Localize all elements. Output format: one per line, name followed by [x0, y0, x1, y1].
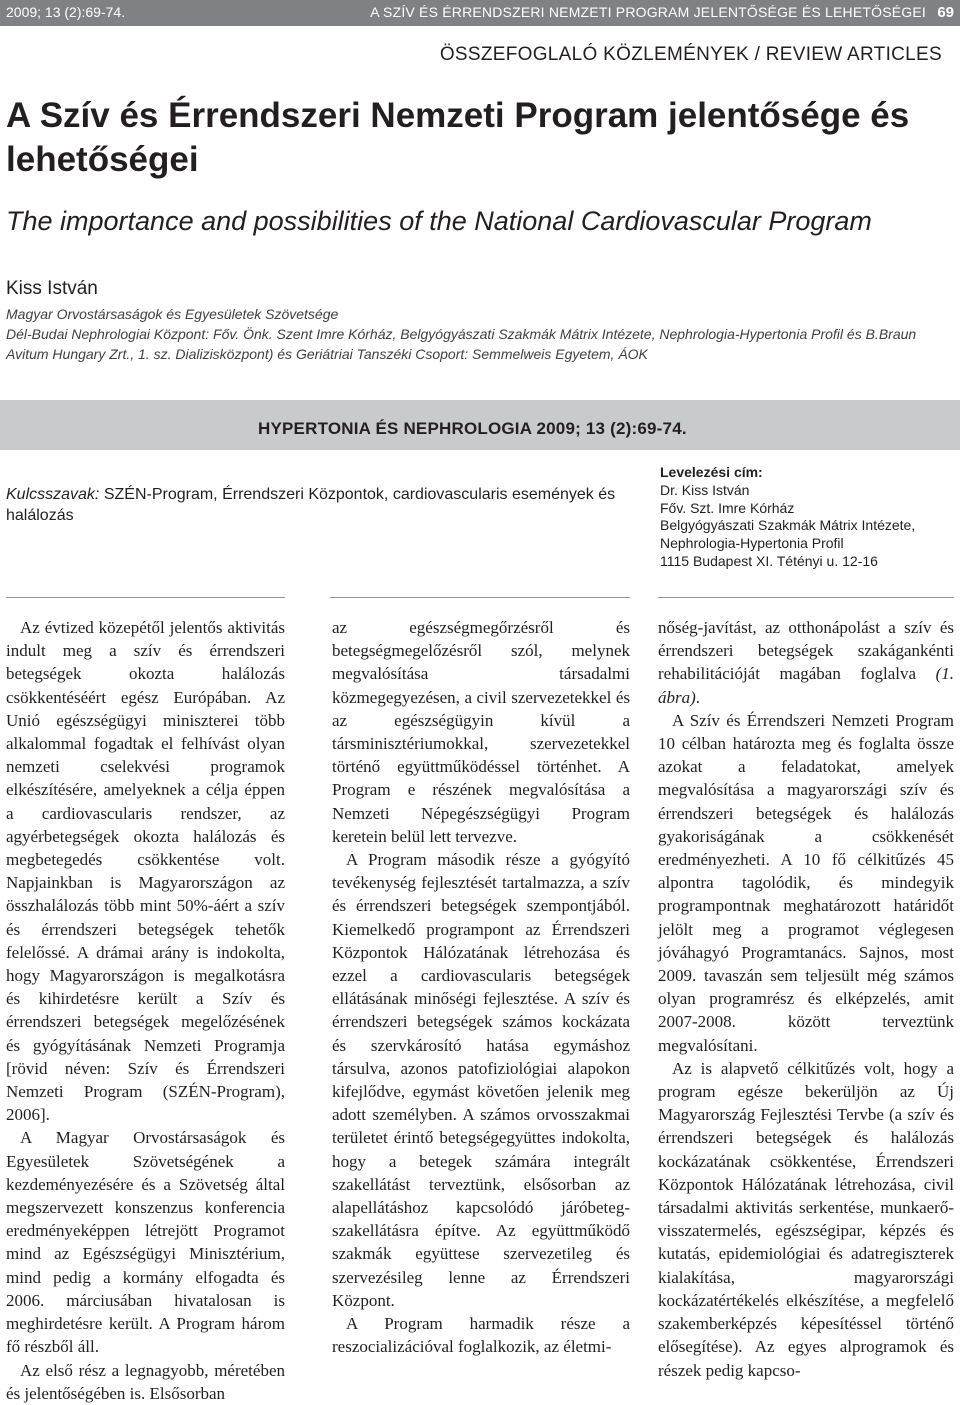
section-label: ÖSSZEFOGLALÓ KÖZLEMÉNYEK / REVIEW ARTICLES: [439, 44, 942, 65]
body-column: [6, 616, 285, 1405]
journal-citation: HYPERTONIA ÉS NEPHROLOGIA 2009; 13 (2):69-74.: [258, 419, 687, 438]
affiliation: Dél-Budai Nephrologiai Központ: Főv. Önk. Szent Imre Kórház, Belgyógyászati Szakmák Mátrix Intézete, Nephrologia-Hypertonia Profil és B.Braun Avitum Hungary Zrt., 1. sz. Dializisközpont) és Geriátriai Tanszéki Csoport: Semmelweis Egyetem, ÁOK: [6, 326, 917, 362]
journal-reference: 2009; 13 (2):69-74.: [6, 4, 126, 20]
column-divider: [6, 597, 285, 598]
keywords-text: SZÉN-Program, Érrendszeri Központok, cardiovascularis események és halálozás: [6, 486, 616, 524]
correspondence-line: Főv. Szt. Imre Kórház: [660, 499, 795, 516]
text-run: .: [695, 687, 701, 707]
paragraph: A Magyar Orvostársaságok és Egyesületek Szövetségének a kezdeményezésére és a Szövetség által megszervezett konszenzus konferencia eredményeképpen létrejött Programot mind az Egészségügyi Minisztérium, mind pedig a kormány elfogadta és 2006. márciusában hivatalosan is meghirdetésre került. A Program három fő részből áll.: [6, 1128, 285, 1357]
article-title: A Szív és Érrendszeri Nemzeti Program jelentősége és lehetőségei: [6, 96, 910, 179]
body-column: [658, 616, 954, 1382]
paragraph: Az első rész a legnagyobb, méretében és jelentőségében is. Elsősorban: [6, 1360, 285, 1403]
paragraph: A Program harmadik része a reszocializációval foglalkozik, az életmi-: [332, 1314, 630, 1357]
page-number: 69: [937, 4, 954, 21]
body-column: [332, 616, 630, 1359]
paragraph: Az is alapvető célkitűzés volt, hogy a program egésze bekerüljön az Új Magyarország Fejlesztési Tervbe (a szív és érrendszeri betegségek és halálozás kockázatának csökkentése, Érrendszeri Központok Hálózatának létrehozása, civil társadalmi aktivitás serkentése, munkaerő-visszatermelés, egészségipar, képzés és kutatás, epidemiológiai és adatregiszterek kialakítása, magyarországi kockázatértékelés elkészítése, a megfelelő szakemberképzés képesítéssel történő elősegítése). Az egyes alprogramok és részek pedig kapcso-: [658, 1058, 954, 1380]
author-name: Kiss István: [6, 278, 98, 299]
correspondence-address: [660, 464, 956, 571]
column-divider: [330, 597, 630, 598]
paragraph: A Szív és Érrendszeri Nemzeti Program 10 célban határozta meg és foglalta össze azokat a feladatokat, amelyek megvalósítása a magyarországi szív és érrendszeri betegségek és halálozás gyakoriságának a csökkenését eredményezheti. A 10 fő célkitűzés 45 alpontra tagolódik, és mindegyik programpontnak meghatározott határidőt jelölt meg a programot véglegesen jóváhagyó Programtanács. Sajnos, most 2009. tavaszán sem teljesült még számos olyan programrész és elképzelés, amit 2007-2008. között terveztünk megvalósítani.: [658, 710, 954, 1055]
correspondence-line: Belgyógyászati Szakmák Mátrix Intézete,: [660, 517, 916, 534]
affiliation: Magyar Orvostársaságok és Egyesületek Szövetsége: [6, 306, 339, 322]
paragraph: A Program második része a gyógyító tevékenység fejlesztését tartalmazza, a szív és érrendszeri betegségek szempontjából. Kiemelkedő programpont az Érrendszeri Központok Hálózatának létrehozása és ezzel a cardiovascularis betegségek ellátásának minőségi fejlesztése. A szív és érrendszeri betegségek számos kockázata és szervkárosító hatása egymáshoz társulva, azonos patofiziológiai alapokon kifejlődve, egymást követően jelenik meg adott személyben. A számos orvosszakmai területet érintő betegségegyüttes indokolta, hogy a betegek számára integrált szakellátást terveztünk, elsősorban az alapellátáshoz kapcsolódó járóbeteg-szakellátásra építve. Az együttműködő szakmák együttese szervezetileg és szervezésileg lenne az Érrendszeri Központ.: [332, 850, 630, 1310]
correspondence-title: Levelezési cím:: [660, 464, 763, 480]
correspondence-line: Dr. Kiss István: [660, 481, 750, 498]
paragraph: Az évtized közepétől jelentős aktivitás indult meg a szív és érrendszeri betegségek okozta halálozás csökkentéséért egész Európában. Az Unió egészségügyi miniszterei több alkalommal fogadtak el felhívást olyan nemzeti cselekvési programok elkészítésére, amelyeknek a célja éppen a cardiovascularis rendszer, az agyérbetegségek okozta halálozás és megbetegedés csökkentése volt. Napjainkban is Magyarországon az összhalálozás több mint 50%-áért a szív és érrendszeri betegségek tehetők felelőssé. A drámai arány is indokolta, hogy Magyarországon is megalkotásra és kihirdetésre került a Szív és érrendszeri betegségek megelőzésének és gyógyításának Nemzeti Programja [rövid néven: Szív és Érrendszeri Nemzeti Program (SZÉN-Program), 2006].: [6, 618, 285, 1125]
correspondence-line: Nephrologia-Hypertonia Profil: [660, 535, 844, 552]
keywords-label: Kulcsszavak:: [6, 486, 100, 503]
running-header-bar: [0, 0, 960, 26]
column-divider: [658, 597, 954, 598]
text-run: nőség-javítást, az otthonápolást a szív és érrendszeri betegségek szakágankénti rehabilitációját magában foglalva: [658, 618, 954, 684]
article-title-english: The importance and possibilities of the National Cardiovascular Program: [6, 206, 872, 236]
running-title: A SZÍV ÉS ÉRRENDSZERI NEMZETI PROGRAM JELENTŐSÉGE ÉS LEHETŐSÉGEI: [370, 4, 926, 20]
keywords: [6, 484, 621, 526]
paragraph: az egészségmegőrzésről és betegségmegelőzésről szól, melynek megvalósítása társadalmi közmegegyezésen, a civil szervezetekkel és az egészségügyin kívül a társminisztériumokkal, szervezetekkel történő együttműködéssel történhet. A Program e részének megvalósítása a Nemzeti Népegészségügyi Program keretein belül lett tervezve.: [332, 618, 630, 846]
correspondence-line: 1115 Budapest XI. Tétényi u. 12-16: [660, 552, 878, 569]
paragraph: [658, 616, 954, 709]
figure-reference: (1. ábra): [658, 664, 954, 707]
